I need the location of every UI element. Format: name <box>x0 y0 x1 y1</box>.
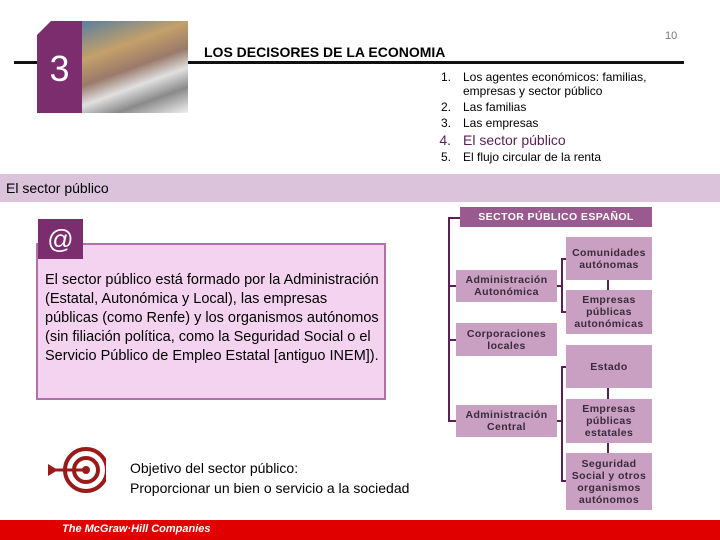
target-arrow-icon <box>46 446 106 496</box>
chapter-photo <box>82 21 188 113</box>
objective-title: Objetivo del sector público: <box>130 460 299 476</box>
box-root: SECTOR PÚBLICO ESPAÑOL <box>460 207 652 227</box>
header-rule-right <box>188 61 684 64</box>
connector <box>561 258 563 313</box>
box-comunidades: Comunidades autónomas <box>566 237 652 280</box>
box-seguridad: Seguridad Social y otros organismos autónomos <box>566 453 652 510</box>
box-admin-central: Administración Central <box>456 405 557 437</box>
chapter-number: 3 <box>37 21 82 113</box>
connector <box>448 339 456 341</box>
connector <box>448 217 460 219</box>
section-band <box>0 174 720 202</box>
publisher-logo: The McGraw·Hill Companies <box>62 523 211 535</box>
box-emp-autonomicas: Empresas públicas autonómicas <box>566 290 652 334</box>
toc-item[interactable]: 3. Las empresas <box>440 116 539 130</box>
header-rule-left <box>14 61 38 64</box>
box-emp-estatales: Empresas públicas estatales <box>566 399 652 443</box>
toc-item[interactable]: 5. El flujo circular de la renta <box>440 150 602 164</box>
connector <box>448 285 456 287</box>
objective <box>130 458 409 498</box>
toc-item[interactable]: 2. Las familias <box>440 100 527 114</box>
footer-bar <box>0 520 720 540</box>
page-number: 10 <box>665 30 678 42</box>
box-corporaciones: Corporaciones locales <box>456 323 557 356</box>
connector <box>448 217 450 421</box>
definition-box <box>36 243 386 400</box>
toc-item[interactable]: 1. Los agentes económicos: familias, empresas y sector público <box>440 70 647 98</box>
connector <box>561 366 563 482</box>
connector <box>448 420 456 422</box>
box-admin-autonomica: Administración Autonómica <box>456 270 557 302</box>
table-of-contents <box>418 70 673 166</box>
spiral-icon: @ <box>38 219 83 259</box>
toc-item-active[interactable]: 4. El sector público <box>439 132 566 148</box>
section-title: El sector público <box>6 180 109 196</box>
box-estado: Estado <box>566 345 652 388</box>
definition-text: El sector público está formado por la Administración (Estatal, Autonómica y Local), las empresas públicas (como Renfe) y los organismos autónomos (sin filiación política, como la Seguridad Social o el Servicio Público de Empleo Estatal [antiguo INEM]). <box>45 272 379 364</box>
connector <box>607 280 609 290</box>
page-title: LOS DECISORES DE LA ECONOMIA <box>204 44 446 60</box>
objective-text: Proporcionar un bien o servicio a la sociedad <box>130 480 410 496</box>
